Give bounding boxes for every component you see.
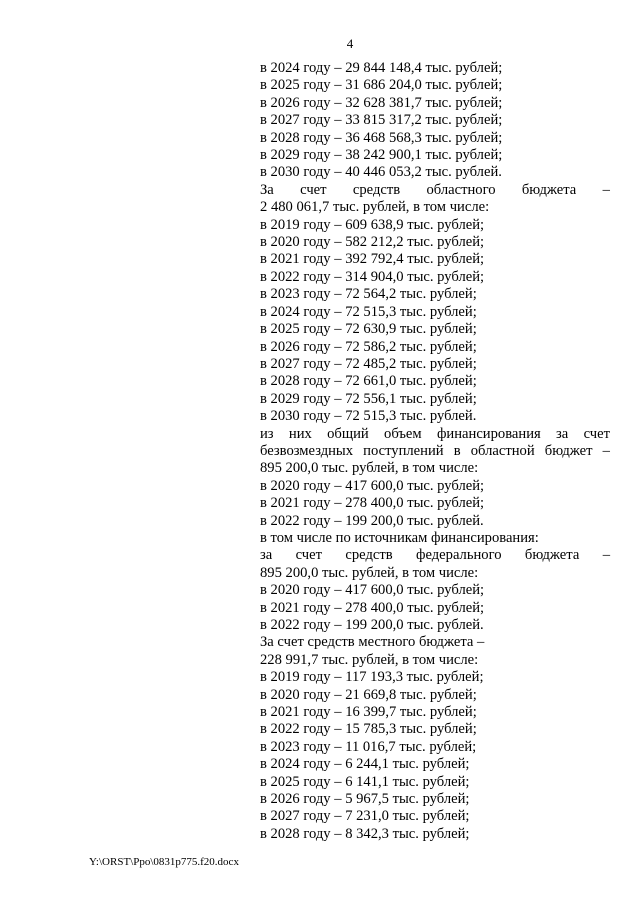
text-line: в 2027 году – 72 485,2 тыс. рублей;	[260, 355, 477, 372]
text-line: 895 200,0 тыс. рублей, в том числе:	[260, 460, 479, 477]
text-line: в 2021 году – 278 400,0 тыс. рублей;	[260, 495, 485, 512]
word: –	[602, 442, 610, 459]
text-line: в 2019 году – 117 193,3 тыс. рублей;	[260, 669, 484, 686]
text-line: в 2022 году – 314 904,0 тыс. рублей;	[260, 268, 485, 285]
text-line: в 2024 году – 72 515,3 тыс. рублей;	[260, 303, 477, 320]
text-line: в 2023 году – 72 564,2 тыс. рублей;	[260, 286, 477, 303]
text-line: За счет средств местного бюджета –	[260, 634, 485, 651]
word: них	[288, 425, 312, 442]
word: федерального	[416, 547, 502, 564]
text-line: в 2022 году – 199 200,0 тыс. рублей.	[260, 512, 484, 529]
text-line: в 2028 году – 36 468 568,3 тыс. рублей;	[260, 129, 503, 146]
text-line: в 2023 году – 11 016,7 тыс. рублей;	[260, 738, 477, 755]
word: в	[453, 442, 461, 459]
word: за	[556, 425, 569, 442]
word: бюджета	[524, 547, 580, 564]
text-line: в 2019 году – 609 638,9 тыс. рублей;	[260, 216, 485, 233]
word: счет	[583, 425, 610, 442]
text-line: в 2030 году – 40 446 053,2 тыс. рублей.	[260, 164, 502, 181]
text-line: в 2027 году – 7 231,0 тыс. рублей;	[260, 808, 470, 825]
text-line: в 2024 году – 29 844 148,4 тыс. рублей;	[260, 60, 503, 76]
word: финансирования	[436, 425, 541, 442]
text-line: в 2021 году – 392 792,4 тыс. рублей;	[260, 251, 485, 268]
text-line: в 2021 году – 16 399,7 тыс. рублей;	[260, 704, 477, 721]
text-line: в 2028 году – 8 342,3 тыс. рублей;	[260, 825, 470, 842]
text-line: в 2029 году – 38 242 900,1 тыс. рублей;	[260, 147, 503, 164]
word: За	[260, 181, 274, 198]
text-line: в 2022 году – 15 785,3 тыс. рублей;	[260, 721, 477, 738]
text-line: в 2025 году – 31 686 204,0 тыс. рублей;	[260, 77, 503, 94]
text-line: в 2026 году – 5 967,5 тыс. рублей;	[260, 791, 470, 808]
word: –	[602, 181, 610, 198]
word: областного	[426, 181, 496, 198]
justified-text-line	[260, 182, 610, 199]
text-line: в 2020 году – 582 212,2 тыс. рублей;	[260, 234, 485, 251]
word: –	[602, 547, 610, 564]
text-line: в том числе по источникам финансирования:	[260, 529, 539, 546]
text-line: в 2020 году – 417 600,0 тыс. рублей;	[260, 582, 485, 599]
word: объем	[384, 425, 422, 442]
text-line: в 2030 году – 72 515,3 тыс. рублей.	[260, 408, 477, 425]
text-line: в 2027 году – 33 815 317,2 тыс. рублей;	[260, 112, 503, 129]
text-line: в 2025 году – 6 141,1 тыс. рублей;	[260, 773, 470, 790]
word: счет	[300, 181, 327, 198]
word: безвозмездных	[260, 442, 354, 459]
justified-text-line	[260, 547, 610, 564]
text-line: в 2021 году – 278 400,0 тыс. рублей;	[260, 599, 485, 616]
footer-file-path: Y:\ORST\Ppo\0831p775.f20.docx	[89, 856, 239, 868]
text-line: в 2026 году – 32 628 381,7 тыс. рублей;	[260, 94, 503, 111]
word: средств	[352, 181, 401, 198]
word: из	[260, 425, 274, 442]
text-line: в 2026 году – 72 586,2 тыс. рублей;	[260, 338, 477, 355]
word: общий	[327, 425, 369, 442]
page-number: 4	[346, 36, 354, 51]
text-line: в 2020 году – 417 600,0 тыс. рублей;	[260, 477, 485, 494]
text-line: в 2028 году – 72 661,0 тыс. рублей;	[260, 373, 477, 390]
word: бюджета	[521, 181, 577, 198]
word: средств	[345, 547, 393, 564]
text-line: в 2020 году – 21 669,8 тыс. рублей;	[260, 686, 477, 703]
justified-text-line	[260, 443, 610, 460]
document-body	[260, 60, 610, 843]
word: поступлений	[363, 442, 444, 459]
text-line: 228 991,7 тыс. рублей, в том числе:	[260, 651, 479, 668]
text-line: в 2029 году – 72 556,1 тыс. рублей;	[260, 390, 477, 407]
text-line: 2 480 061,7 тыс. рублей, в том числе:	[260, 199, 490, 216]
text-line: в 2024 году – 6 244,1 тыс. рублей;	[260, 756, 470, 773]
text-line: 895 200,0 тыс. рублей, в том числе:	[260, 564, 479, 581]
word: за	[260, 547, 273, 564]
justified-text-line	[260, 426, 610, 443]
word: бюджет	[544, 442, 593, 459]
word: областной	[470, 442, 535, 459]
text-line: в 2022 году – 199 200,0 тыс. рублей.	[260, 617, 484, 633]
word: счет	[295, 547, 323, 564]
text-line: в 2025 году – 72 630,9 тыс. рублей;	[260, 321, 477, 338]
